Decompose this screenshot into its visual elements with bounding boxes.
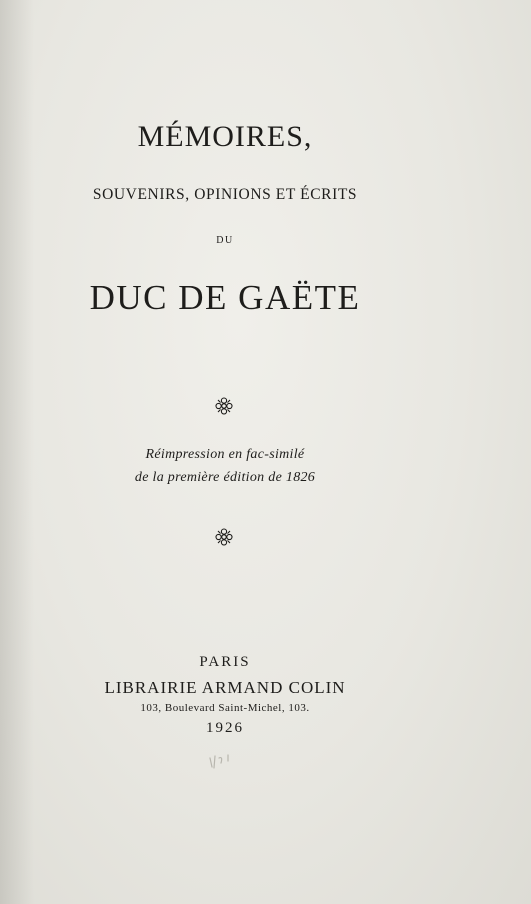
reprint-note-line-1: Réimpression en fac-similé [145, 447, 305, 462]
imprint-year: 1926 [206, 720, 244, 736]
title-connector: DU [216, 235, 234, 246]
fleuron-icon [214, 396, 234, 416]
author-name: DUC DE GAËTE [89, 278, 361, 317]
fleuron-icon [214, 527, 234, 547]
imprint-city: PARIS [199, 654, 251, 670]
book-title: MÉMOIRES, [137, 120, 313, 153]
book-subtitle: SOUVENIRS, OPINIONS ET ÉCRITS [92, 186, 358, 203]
reprint-note-line-2: de la première édition de 1826 [134, 470, 316, 485]
imprint-publisher: LIBRAIRIE ARMAND COLIN [104, 678, 346, 697]
faint-pencil-mark [204, 752, 244, 774]
imprint-address: 103, Boulevard Saint-Michel, 103. [140, 702, 310, 714]
